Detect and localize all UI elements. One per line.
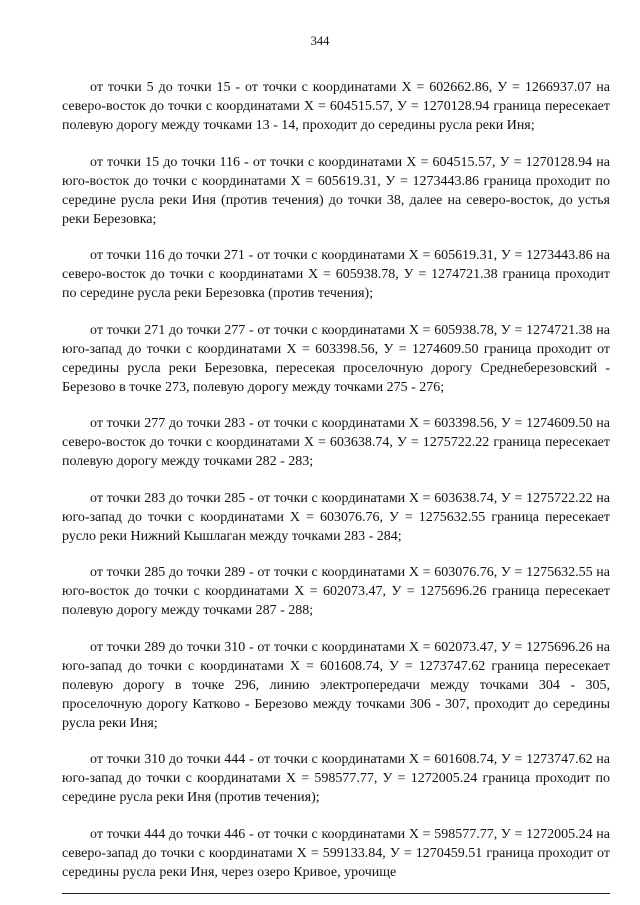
paragraph: от точки 444 до точки 446 - от точки с координатами Х = 598577.77, У = 1272005.24 на северо-запад до точки с координатами Х = 599133.84, У = 1270459.51 граница проходит от середины русла реки Иня, через озеро Кривое, урочище — [62, 826, 610, 880]
paragraph: от точки 283 до точки 285 - от точки с координатами Х = 603638.74, У = 1275722.22 на юго-запад до точки с координатами Х = 603076.76, У = 1275632.55 граница пересекает русло реки Нижний Кышлаган между точками 283 - 284; — [62, 490, 610, 544]
document-body — [62, 78, 610, 899]
paragraph: от точки 310 до точки 444 - от точки с координатами Х = 601608.74, У = 1273747.62 на юго-запад до точки с координатами Х = 598577.77, У = 1272005.24 граница проходит по середине русла реки Иня (против течения); — [62, 752, 610, 805]
page-bottom-rule — [62, 893, 610, 894]
paragraph: от точки 285 до точки 289 - от точки с координатами Х = 603076.76, У = 1275632.55 на юго-восток до точки с координатами Х = 602073.47, У = 1275696.26 граница пересекает полевую дорогу между точками 287 - 288; — [62, 565, 610, 618]
page-number: 344 — [310, 34, 330, 48]
paragraph: от точки 289 до точки 310 - от точки с координатами Х = 602073.47, У = 1275696.26 на юго-запад до точки с координатами Х = 601608.74, У = 1273747.62 граница пересекает полевую дорогу в точке 296, линию электропередачи между точками 304 - 305, проселочную дорогу Катково - Березово между точками 306 - 307, проходит до середины русла реки Иня; — [62, 639, 610, 731]
paragraph: от точки 15 до точки 116 - от точки с координатами Х = 604515.57, У = 1270128.94 на юго-восток до точки с координатами Х = 605619.31, У = 1273443.86 граница проходит по середине русла реки Иня (против течения) до точки 38, далее на северо-восток, до устья реки Березовка; — [62, 154, 610, 227]
paragraph: от точки 277 до точки 283 - от точки с координатами Х = 603398.56, У = 1274609.50 на северо-восток до точки с координатами Х = 603638.74, У = 1275722.22 граница пересекает полевую дорогу между точками 282 - 283; — [62, 416, 610, 469]
paragraph: от точки 5 до точки 15 - от точки с координатами Х = 602662.86, У = 1266937.07 на северо-восток до точки с координатами Х = 604515.57, У = 1270128.94 граница пересекает полевую дорогу между точками 13 - 14, проходит до середины русла реки Иня; — [62, 80, 610, 133]
paragraph: от точки 116 до точки 271 - от точки с координатами Х = 605619.31, У = 1273443.86 на северо-восток до точки с координатами Х = 605938.78, У = 1274721.38 граница проходит по середине русла реки Березовка (против течения); — [62, 248, 610, 301]
paragraph: от точки 271 до точки 277 - от точки с координатами Х = 605938.78, У = 1274721.38 на юго-запад до точки с координатами Х = 603398.56, У = 1274609.50 граница проходит от середины русла реки Березовка, пересекая проселочную дорогу Среднеберезовский - Березово в точке 273, полевую дорогу между точками 275 - 276; — [62, 322, 610, 395]
